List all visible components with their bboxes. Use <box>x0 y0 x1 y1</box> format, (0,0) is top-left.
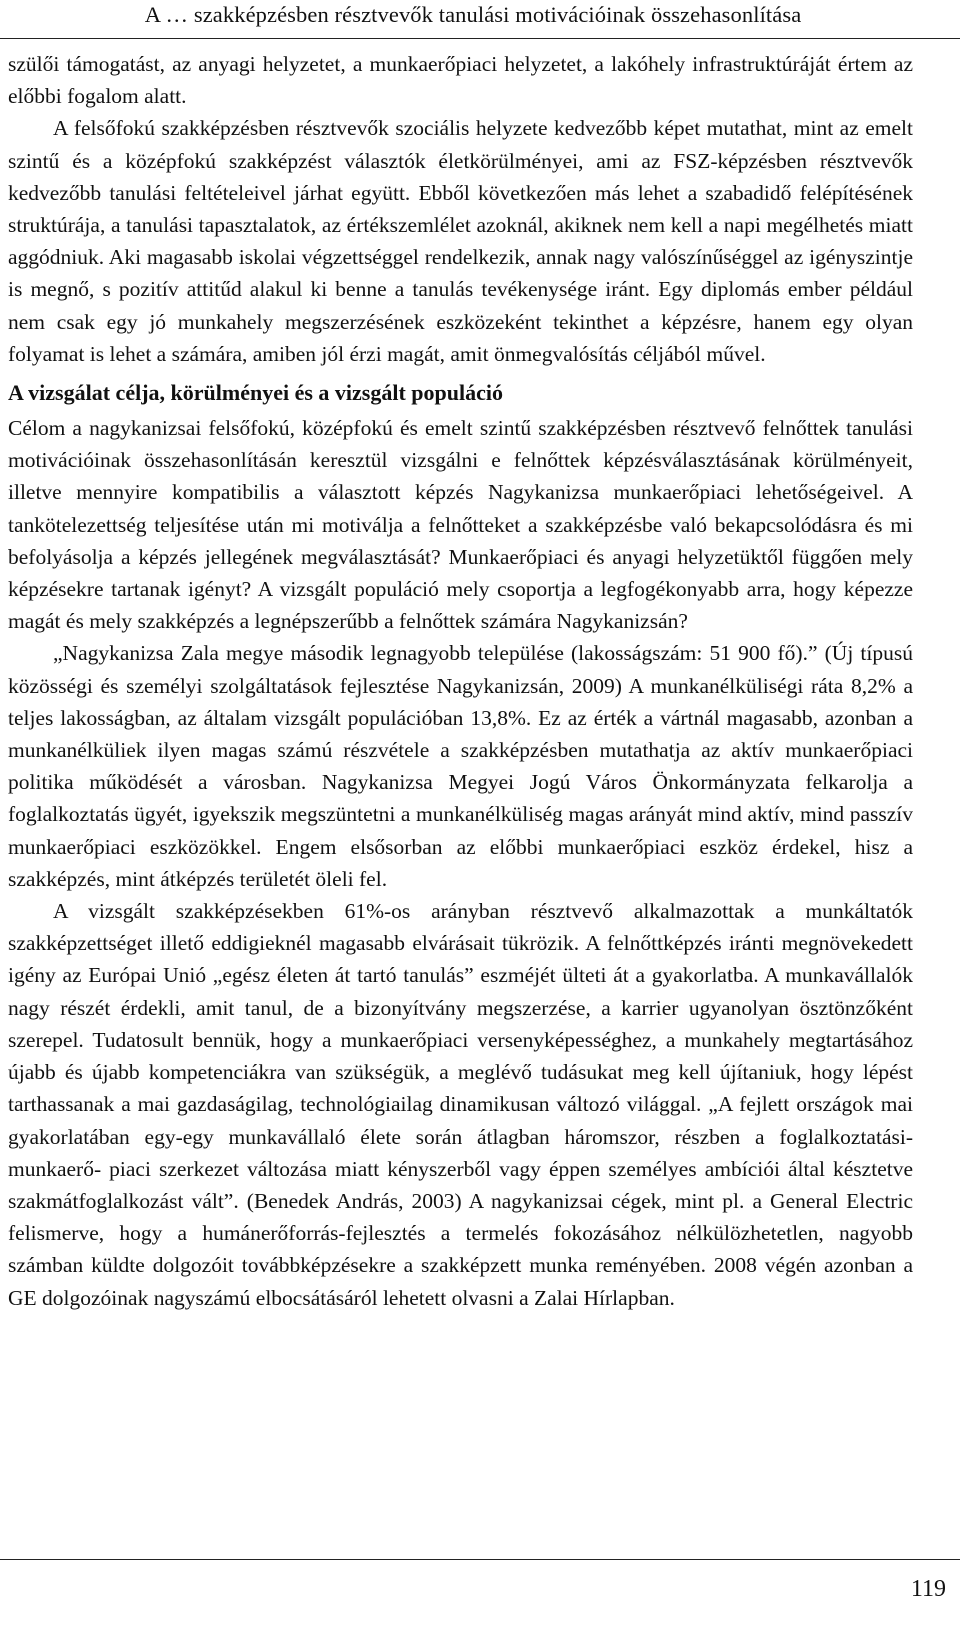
paragraph-nagykanizsa: „Nagykanizsa Zala megye második legnagyobb települése (lakosságszám: 51 900 fő).” (Új típusú közösségi és személyi szolgáltatások fejlesztése Nagykanizsán, 2009) A munkanélküliségi ráta 8,2% a teljes lakosságban, az általam vizsgált populációban 13,8%. Ez az érték a vártnál magasabb, azonban a munkanélküliek ilyen magas számú részvétele a szakképzésben mutathatja az aktív munkaerőpiaci politika működését a városban. Nagykanizsa Megyei Jogú Város Önkormányzata felkarolja a foglalkoztatás ügyét, igyekszik megszüntetni a munkanélküliség magas arányát mind aktív, mind passzív munkaerőpiaci eszközökkel. Engem elsősorban az előbbi munkaerőpiaci eszköz érdekel, hisz a szakképzés, mint átképzés területét öleli fel. <box>8 641 913 891</box>
paragraph-employees: A vizsgált szakképzésekben 61%-os arányban résztvevő alkalmazottak a munkáltatók szakképzettséget illető eddigieknél magasabb elvárásait tükrözik. A felnőttképzés iránti megnövekedett igény az Európai Unió „egész életen át tartó tanulás” eszméjét ülteti át a gyakorlatba. A munkavállalók nagy részét érdekli, amit tanul, de a bizonyítvány megszerzése, a karrier ugyanolyan ösztönzőként szerepel. Tudatosult bennük, hogy a munkaerőpiaci versenyképességhez, a munkahely megtartásához újabb és újabb kompetenciákra van szükségük, a meglévő tudásukat meg kell újítaniuk, hogy lépést tarthassanak a mai gazdaságilag, technológiailag dinamikusan változó világgal. „A fejlett országok mai gyakorlatában egy-egy munkavállaló élete során átlagban háromszor, részben a foglalkoztatási-munkaerő- piaci szerkezet változása miatt kényszerből vagy éppen személyes ambíciói által késztetve szakmátfoglalkozást vált”. (Benedek András, 2003) A nagykanizsai cégek, mint pl. a General Electric felismerve, hogy a humánerőforrás-fejlesztés a termelés fokozásához nélkülözhetetlen, nagyobb számban küldte dolgozóit továbbképzésekre a szakképzett munka reményében. 2008 végén azonban a GE dolgozóinak nagyszámú elbocsátásáról lehetett olvasni a Zalai Hírlapban. <box>8 899 913 1310</box>
paragraph-continuation: szülői támogatást, az anyagi helyzetet, a munkaerőpiaci helyzetet, a lakóhely infrastruktúráját értem az előbbi fogalom alatt. <box>8 52 913 109</box>
running-header-title: A … szakképzésben résztvevők tanulási motivációinak összehasonlítása <box>144 2 802 27</box>
header-divider <box>0 38 960 39</box>
paragraph-social-situation: A felsőfokú szakképzésben résztvevők szociális helyzete kedvezőbb képet mutathat, mint az emelt szintű és a középfokú szakképzést választók életkörülményei, ami az FSZ-képzésben résztvevők kedvezőbb tanulási feltételeivel járhat együtt. Ebből következően más lehet a szabadidő felépítésének struktúrája, a tanulási tapasztalatok, az értékszemlélet azoknál, akiknek nem kell a napi megélhetés miatt aggódniuk. Aki magasabb iskolai végzettséggel rendelkezik, annak nagy valószínűséggel az igényszintje is megnő, s pozitív attitűd alakul ki benne a tanulás tevékenysége iránt. Egy diplomás ember például nem csak egy jó munkahely megszerzésének eszközeként tekinthet a képzésre, hanem egy olyan folyamat is lehet a számára, amiben jól érzi magát, amit önmegvalósítás céljából művel. <box>8 116 913 366</box>
page-number: 119 <box>910 1576 946 1602</box>
page-body <box>8 48 913 1314</box>
running-header <box>0 0 960 40</box>
footer-divider <box>0 1559 960 1560</box>
paragraph-research-aim: Célom a nagykanizsai felsőfokú, középfokú és emelt szintű szakképzésben résztvevő felnőttek tanulási motivációinak összehasonlításán keresztül vizsgálni e felnőttek képzésválasztásának körülményeit, illetve mennyire kompatibilis a választott képzés Nagykanizsa munkaerőpiaci lehetőségeivel. A tankötelezettség teljesítése után mi motiválja a felnőtteket a szakképzésbe való bekapcsolódásra és mi befolyásolja a képzés jellegének megválasztását? Munkaerőpiaci és anyagi helyzetüktől függően mely képzésekre tartanak igényt? A vizsgált populáció mely csoportja a legfogékonyabb arra, hogy képezze magát és mely szakképzés a legnépszerűbb a felnőttek számára Nagykanizsán? <box>8 416 913 634</box>
section-heading: A vizsgálat célja, körülményei és a vizsgált populáció <box>8 380 503 406</box>
